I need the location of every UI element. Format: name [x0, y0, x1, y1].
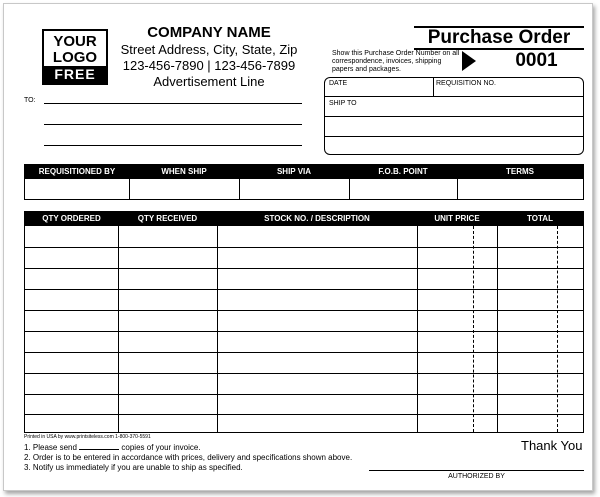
ship-to-label: SHIP TO [329, 100, 357, 107]
table-row [25, 247, 583, 248]
divider [349, 179, 350, 199]
col-header-fob-point: F.O.B. POINT [349, 165, 457, 179]
company-phones: 123-456-7890 | 123-456-7899 [122, 58, 296, 73]
divider [433, 78, 434, 96]
date-label: DATE [329, 80, 348, 87]
table-row [25, 373, 583, 374]
table-row [25, 352, 583, 353]
col-header-qty-ordered: QTY ORDERED [25, 212, 118, 226]
date-shipto-box [324, 77, 584, 155]
table-row [25, 331, 583, 332]
note-2: 2. Order is to be entered in accordance with prices, delivery and specifications shown above. [24, 453, 353, 462]
arrow-right-icon [462, 51, 476, 71]
purchase-order-title: Purchase Order [414, 26, 584, 50]
divider [118, 226, 119, 432]
company-name: COMPANY NAME [147, 24, 271, 41]
divider [457, 179, 458, 199]
note-1 [24, 443, 352, 453]
col-header-ship-via: SHIP VIA [239, 165, 349, 179]
copies-blank[interactable] [79, 443, 119, 450]
table-row [25, 268, 583, 269]
po-number-note: Show this Purchase Order Number on all correspondence, invoices, shipping papers and packages. [332, 50, 460, 73]
divider [417, 226, 418, 432]
divider [497, 226, 498, 432]
printer-credit: Printed in USA by www.printsiteless.com 1-800-370-5591 [24, 434, 151, 440]
note-3: 3. Notify us immediately if you are unable to ship as specified. [24, 463, 243, 472]
company-info [114, 24, 304, 90]
requisition-no-label: REQUISITION NO. [436, 80, 496, 87]
signature-line[interactable] [369, 470, 584, 471]
to-label: TO: [24, 97, 36, 104]
note-1-end: copies of your invoice. [121, 443, 201, 452]
items-table [24, 211, 584, 433]
cents-divider [557, 226, 558, 432]
thank-you: Thank You [521, 438, 583, 453]
to-field-line[interactable] [44, 145, 302, 146]
table-row [25, 289, 583, 290]
table-row [25, 394, 583, 395]
logo-text-line3: FREE [44, 66, 106, 83]
divider [325, 96, 583, 97]
divider [217, 226, 218, 432]
col-header-when-ship: WHEN SHIP [129, 165, 239, 179]
col-header-total: TOTAL [497, 212, 583, 226]
po-number: 0001 [515, 50, 558, 71]
col-header-unit-price: UNIT PRICE [417, 212, 497, 226]
note-1-start: 1. Please send [24, 443, 77, 452]
table-row [25, 310, 583, 311]
to-field-line[interactable] [44, 103, 302, 104]
col-header-requisitioned-by: REQUISITIONED BY [25, 165, 129, 179]
cents-divider [473, 226, 474, 432]
logo-text-line2: LOGO [52, 49, 98, 66]
authorized-by-label: AUTHORIZED BY [448, 473, 505, 480]
col-header-stock-description: STOCK NO. / DESCRIPTION [217, 212, 417, 226]
terms-notes [24, 443, 352, 473]
company-address: Street Address, City, State, Zip [120, 42, 298, 57]
divider [129, 179, 130, 199]
col-header-terms: TERMS [457, 165, 583, 179]
requisition-table [24, 164, 584, 200]
advertisement-line: Advertisement Line [153, 74, 265, 89]
logo-text-line1: YOUR [53, 33, 97, 50]
divider [239, 179, 240, 199]
purchase-order-form [3, 3, 593, 491]
company-logo [42, 29, 108, 85]
col-header-qty-received: QTY RECEIVED [118, 212, 217, 226]
table-row [25, 414, 583, 415]
to-field-line[interactable] [44, 124, 302, 125]
divider [325, 136, 583, 137]
divider [325, 116, 583, 117]
